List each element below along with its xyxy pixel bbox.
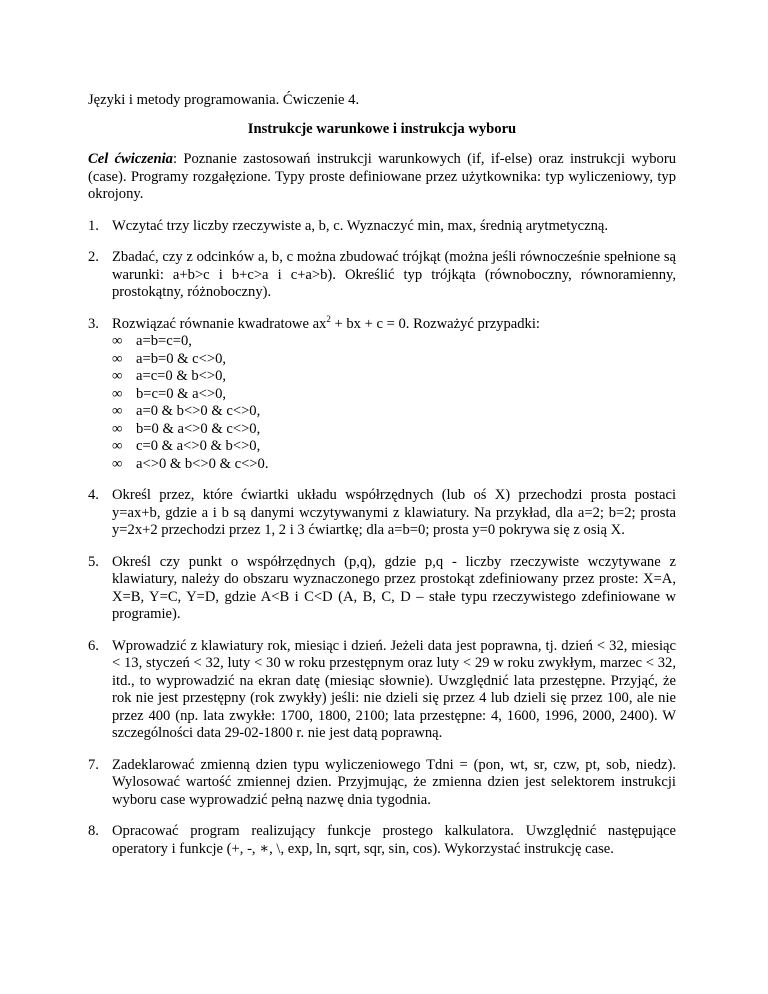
task-item [88, 218, 676, 236]
task-text: Wprowadzić z klawiatury rok, miesiąc i dzień. Jeżeli data jest poprawna, tj. dzień < 32, miesiąc < 13, styczeń < 32, luty < 30 w roku przestępnym oraz luty < 29 w roku zwykłym, marzec < 32, itd., to wyprowadzić na ekran datę (miesiąc słownie). Uwzględnić lata przestępne. Przyjąć, że rok nie jest przestępny (rok zwykły) jeśli: nie dzieli się przez 4 lub dzieli się przez 100, ale nie przez 400 (np. lata zwykłe: 1700, 1800, 2100; lata przestępne: 4, 1600, 1996, 2000, 2400). W szczególności data 29-02-1800 r. nie jest datą poprawną. [112, 637, 676, 741]
case-text: a=0 & b<>0 & c<>0, [136, 403, 261, 419]
exercise-goal [88, 151, 676, 204]
task-text: Zadeklarować zmienną dzien typu wyliczeniowego Tdni = (pon, wt, sr, czw, pt, sob, niedz). Wylosować wartość zmiennej dzien. Przyjmując, że zmienna dzien jest selektorem instrukcji wyboru case wyprowadzić pełną nazwę dnia tygodnia. [112, 756, 676, 808]
infinity-bullet-icon: ∞ [112, 350, 123, 367]
task-number: 3. [88, 315, 99, 332]
case-text: b=0 & a<>0 & c<>0, [136, 420, 261, 437]
task-list [88, 218, 676, 859]
infinity-bullet-icon: ∞ [112, 385, 123, 402]
task-number: 5. [88, 553, 99, 570]
task-item [88, 823, 676, 858]
task-number: 8. [88, 823, 99, 839]
task-number: 6. [88, 637, 99, 654]
infinity-bullet-icon: ∞ [112, 368, 123, 384]
task-text: Zbadać, czy z odcinków a, b, c można zbudować trójkąt (można jeśli równocześnie spełnione są warunki: a+b>c i b+c>a i c+a>b). Określić typ trójkąta (równoboczny, równoramienny, prostokątny, różnoboczny). [112, 249, 676, 300]
infinity-bullet-icon: ∞ [112, 455, 123, 472]
case-text: a<>0 & b<>0 & c<>0. [136, 455, 269, 472]
case-text: c=0 & a<>0 & b<>0, [136, 438, 261, 454]
document-title: Instrukcje warunkowe i instrukcja wyboru [247, 120, 517, 137]
goal-text: : Poznanie zastosowań instrukcji warunkowych (if, if-else) oraz instrukcji wyboru (case). Programy rozgałęzione. Typy proste definiowane przez użytkownika: typ wyliczeniowy, typ okrojony. [88, 151, 676, 202]
task-text [112, 313, 540, 332]
task-number: 7. [88, 756, 99, 773]
document-page [88, 92, 676, 872]
case-text: a=b=0 & c<>0, [136, 350, 227, 367]
task-item [88, 249, 676, 302]
case-item [112, 438, 676, 456]
task-number: 4. [88, 487, 99, 503]
infinity-bullet-icon: ∞ [112, 333, 123, 349]
task-item [88, 638, 676, 743]
task-text: Określ przez, które ćwiartki układu współrzędnych (lub oś X) przechodzi prosta postaci y=ax+b, gdzie a i b są danymi wczytywanymi z klawiatury. Na przykład, dla a=2; b=2; prosta y=2x+2 przechodzi przez 1, 2 i 3 ćwiartkę; dla a=b=0; prosta y=0 pokrywa się z osią X. [112, 487, 676, 538]
case-item [112, 456, 676, 474]
task-text-part: + bx + c = 0. Rozważyć przypadki: [330, 315, 540, 332]
task-number: 2. [88, 249, 99, 265]
case-item [112, 333, 676, 351]
case-item [112, 421, 676, 439]
case-item [112, 351, 676, 369]
task-item [88, 757, 676, 810]
task-item [88, 554, 676, 624]
task-number: 1. [88, 217, 99, 234]
case-item [112, 403, 676, 421]
task-text-part: Rozwiązać równanie kwadratowe ax [112, 315, 327, 332]
case-item [112, 368, 676, 386]
infinity-bullet-icon: ∞ [112, 420, 123, 437]
case-item [112, 386, 676, 404]
exponent: 2 [326, 313, 331, 324]
infinity-bullet-icon: ∞ [112, 403, 123, 419]
case-text: b=c=0 & a<>0, [136, 385, 227, 402]
goal-label: Cel ćwiczenia [88, 151, 173, 167]
case-text: a=c=0 & b<>0, [136, 368, 227, 384]
task-text: Określ czy punkt o współrzędnych (p,q), gdzie p,q - liczby rzeczywiste wczytywane z klawiatury, należy do obszaru wyznaczonego przez prostokąt zdefiniowany przez proste: X=A, X=B, Y=C, Y=D, gdzie A<B i C<D (A, B, C, D – stałe typu rzeczywistego zdefiniowane w programie). [112, 553, 676, 622]
task-item [88, 487, 676, 540]
case-list [112, 333, 676, 473]
infinity-bullet-icon: ∞ [112, 438, 123, 454]
case-text: a=b=c=0, [136, 333, 192, 349]
task-text: Wczytać trzy liczby rzeczywiste a, b, c. Wyznaczyć min, max, średnią arytmetyczną. [112, 217, 609, 234]
task-item [88, 313, 676, 474]
course-header: Języki i metody programowania. Ćwiczenie 4. [88, 92, 360, 108]
task-text: Opracować program realizujący funkcje prostego kalkulatora. Uwzględnić następujące operatory i funkcje (+, -, ∗, \, exp, ln, sqrt, sqr, sin, cos). Wykorzystać instrukcję case. [112, 823, 676, 857]
